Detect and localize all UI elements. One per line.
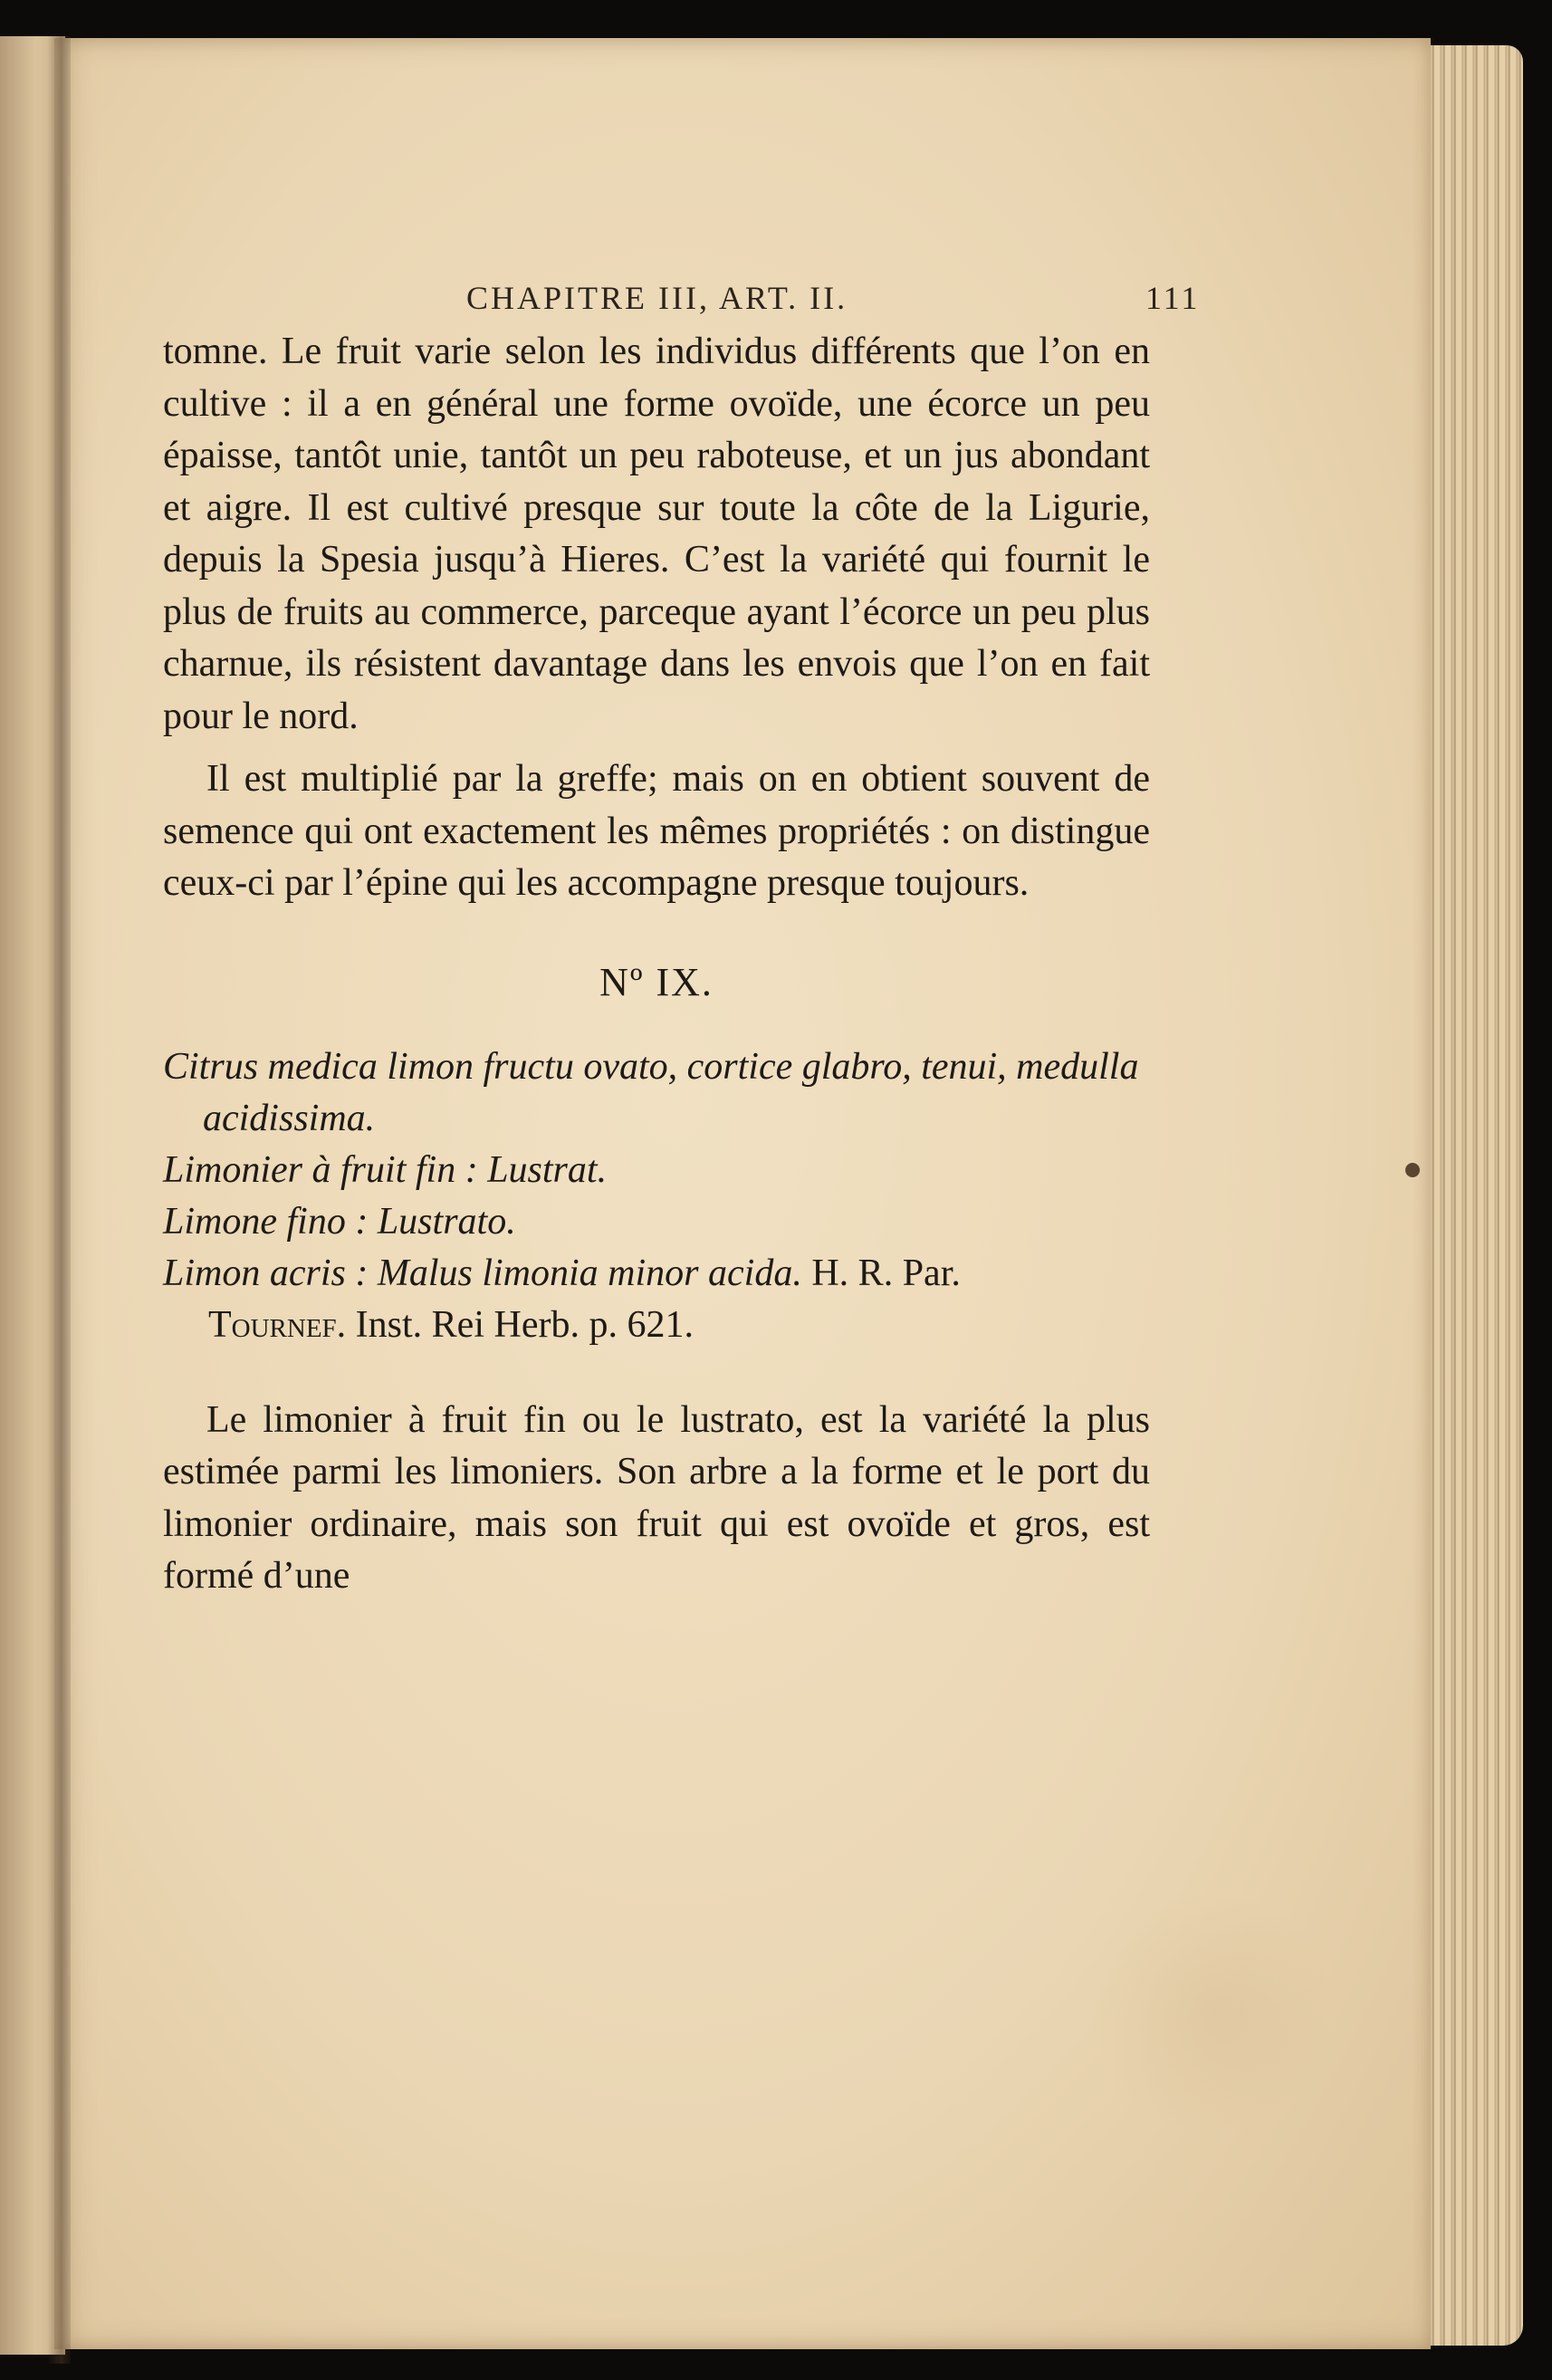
synonym-italian: Limone fino : Lustrato. (163, 1200, 516, 1243)
book-gutter (47, 36, 71, 2364)
synonym-reference-source: H. R. Par. (811, 1252, 961, 1294)
citation-author: Tournef. (208, 1303, 347, 1346)
synonym-reference (163, 1248, 1150, 1300)
running-head: CHAPITRE III, ART. II. (466, 280, 848, 316)
variety-number-heading: Nº IX. (599, 959, 714, 1004)
paper-stain (1087, 1895, 1340, 2130)
paragraph-propagation: Il est multiplié par la greffe; mais on en obtient souvent de semence qui ont exactement les mêmes propriétés : on distingue ceux-ci par l’épine qui les accompagne presque toujours. (163, 758, 1150, 904)
ink-spot (1405, 1163, 1420, 1177)
page-header (127, 263, 1201, 317)
paragraph-continued: tomne. Le fruit varie selon les individus différents que l’on en cultive : il a en général une forme ovoïde, une écorce un peu épaisse, tantôt unie, tantôt un peu raboteuse, et un jus abondant et aigre. Il est cultivé presque sur toute la côte de la Ligurie, depuis la Spesia jusqu’à Hieres. C’est la variété qui fournit le plus de fruits au commerce, parceque ayant l’écorce un peu plus charnue, ils résistent davantage dans les envois que l’on en fait pour le nord. (163, 331, 1150, 737)
paragraph-description: Le limonier à fruit fin ou le lustrato, est la variété la plus estimée parmi les limoniers. Son arbre a la forme et le port du limonier ordinaire, mais son fruit qui est ovoïde et gros, est formé d’une (163, 1398, 1150, 1597)
synonym-reference-italic: Limon acris : Malus limonia minor acida. (163, 1252, 802, 1294)
synonym-latin: Citrus medica limon fructu ovato, cortice glabro, tenui, medulla acidissima. (163, 1045, 1139, 1139)
page-text (163, 326, 1150, 1603)
synonym-french: Limonier à fruit fin : Lustrat. (163, 1148, 608, 1191)
citation-text: Inst. Rei Herb. p. 621. (355, 1303, 694, 1346)
citation-line (163, 1300, 1150, 1351)
page-number: 111 (1145, 280, 1201, 316)
